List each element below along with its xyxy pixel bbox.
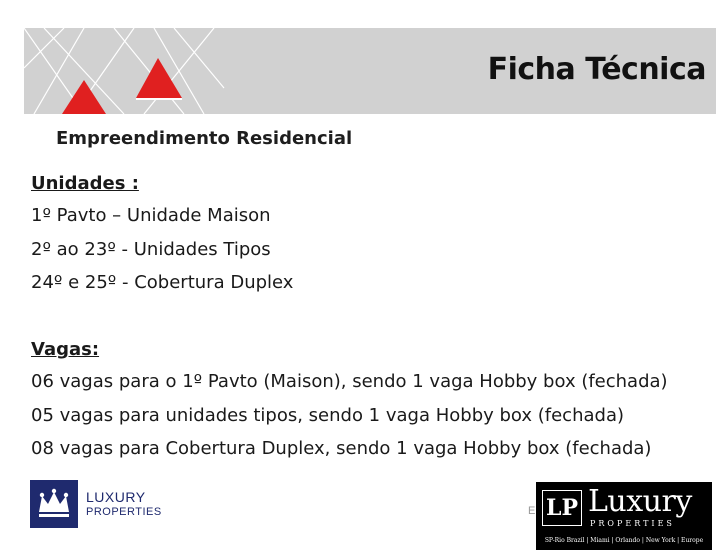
units-section xyxy=(31,172,293,305)
parking-line: 05 vagas para unidades tipos, sendo 1 vaga Hobby box (fechada) xyxy=(31,404,624,426)
unit-line: 24º e 25º - Cobertura Duplex xyxy=(31,272,294,293)
lp-cities: SP-Rio Brazil | Miami | Orlando | New York | Europe xyxy=(544,537,704,544)
red-roof-left xyxy=(62,80,106,114)
logo-line2: PROPERTIES xyxy=(86,505,162,518)
parking-heading: Vagas: xyxy=(31,339,100,360)
header-banner xyxy=(24,28,716,114)
lp-monogram: LP xyxy=(542,490,582,526)
unit-line: 2º ao 23º - Unidades Tipos xyxy=(31,238,271,260)
parking-line: 06 vagas para o 1º Pavto (Maison), sendo 1 vaga Hobby box (fechada) xyxy=(31,371,668,392)
crown-icon xyxy=(30,480,78,528)
lp-luxury-logo xyxy=(536,482,712,550)
unit-line: 1º Pavto – Unidade Maison xyxy=(31,205,271,226)
lp-wordmark: Luxury xyxy=(588,484,692,519)
edge-text: E xyxy=(528,505,536,517)
parking-section xyxy=(31,338,668,471)
page-title: Ficha Técnica xyxy=(487,52,706,87)
units-heading: Unidades : xyxy=(31,173,139,194)
parking-line: 08 vagas para Cobertura Duplex, sendo 1 vaga Hobby box (fechada) xyxy=(31,438,652,459)
logo-line1: LUXURY xyxy=(86,489,146,506)
lp-sub: PROPERTIES xyxy=(590,519,675,528)
luxury-properties-logo xyxy=(30,480,162,528)
project-subtitle: Empreendimento Residencial xyxy=(56,128,353,149)
